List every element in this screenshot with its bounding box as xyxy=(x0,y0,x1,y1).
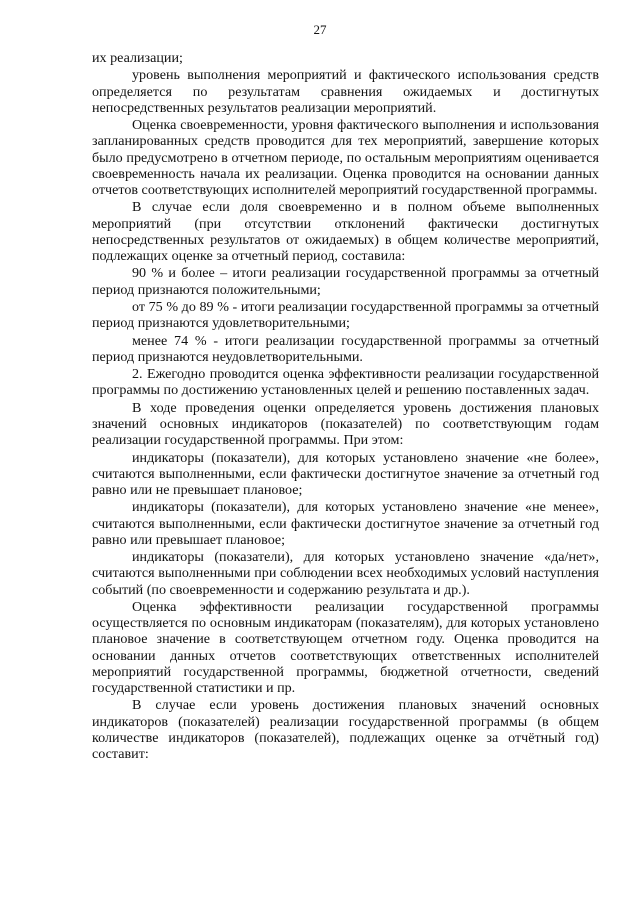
paragraph-timeliness-assessment: Оценка своевременности, уровня фактического выполнения и использования запланированных средств проводится для тех мероприятий, завершение которых было предусмотрено в отчетном периоде, по остальным мероприятиям оценивается своевременность начала их реализации. Оценка проводится на основании данных отчетов соответствующих исполнителей мероприятий государственной программы. xyxy=(92,117,599,198)
paragraph-share-condition: В случае если доля своевременно и в полном объеме выполненных мероприятий (при отсутствии отклонений фактически достигнутых непосредственных результатов от ожидаемых) в общем количестве мероприятий, подлежащих оценке за отчетный период, составила: xyxy=(92,199,599,264)
paragraph-indicator-not-less: индикаторы (показатели), для которых установлено значение «не менее», считаются выполненными, если фактически достигнутое значение за отчетный год равно или превышает плановое; xyxy=(92,499,599,548)
paragraph-section-2: 2. Ежегодно проводится оценка эффективности реализации государственной программы по достижению установленных целей и решению поставленных задач. xyxy=(92,366,599,399)
paragraph-indicator-level: В ходе проведения оценки определяется уровень достижения плановых значений основных индикаторов (показателей) по соответствующим годам реализации государственной программы. При этом: xyxy=(92,399,599,449)
paragraph-efficiency-assessment: Оценка эффективности реализации государственной программы осуществляется по основным индикаторам (показателям), для которых установлено плановое значение в соответствующем отчетном году. Оценка проводится на основании данных отчетов соответствующих ответственных исполнителей мероприятий государственной программы, бюджетной отчетности, сведений государственной статистики и пр. xyxy=(92,598,599,696)
paragraph-continuation: их реализации; xyxy=(92,50,183,66)
paragraph-execution-level: уровень выполнения мероприятий и фактического использования средств определяется по результатам сравнения ожидаемых и достигнутых непосредственных результатов реализации мероприятий. xyxy=(92,67,599,116)
paragraph-indicator-yes-no: индикаторы (показатели), для которых установлено значение «да/нет», считаются выполненными при соблюдении всех необходимых условий наступления событий (по своевременности и содержанию результата и др.). xyxy=(92,549,599,598)
document-body xyxy=(92,50,599,763)
paragraph-indicator-not-more: индикаторы (показатели), для которых установлено значение «не более», считаются выполненными, если фактически достигнутое значение за отчетный год равно или не превышает плановое; xyxy=(92,449,599,498)
paragraph-result-unsatisfactory: менее 74 % - итоги реализации государственной программы за отчетный период признаются неудовлетворительными. xyxy=(92,332,599,365)
paragraph-achievement-condition: В случае если уровень достижения плановых значений основных индикаторов (показателей) реализации государственной программы (в общем количестве индикаторов (показателей), подлежащих оценке за отчётный год) составит: xyxy=(92,697,599,762)
page-number: 27 xyxy=(313,22,327,37)
paragraph-result-positive: 90 % и более – итоги реализации государственной программы за отчетный период признаются положительными; xyxy=(92,265,599,298)
paragraph-result-satisfactory: от 75 % до 89 % - итоги реализации государственной программы за отчетный период признаются удовлетворительными; xyxy=(92,298,599,332)
